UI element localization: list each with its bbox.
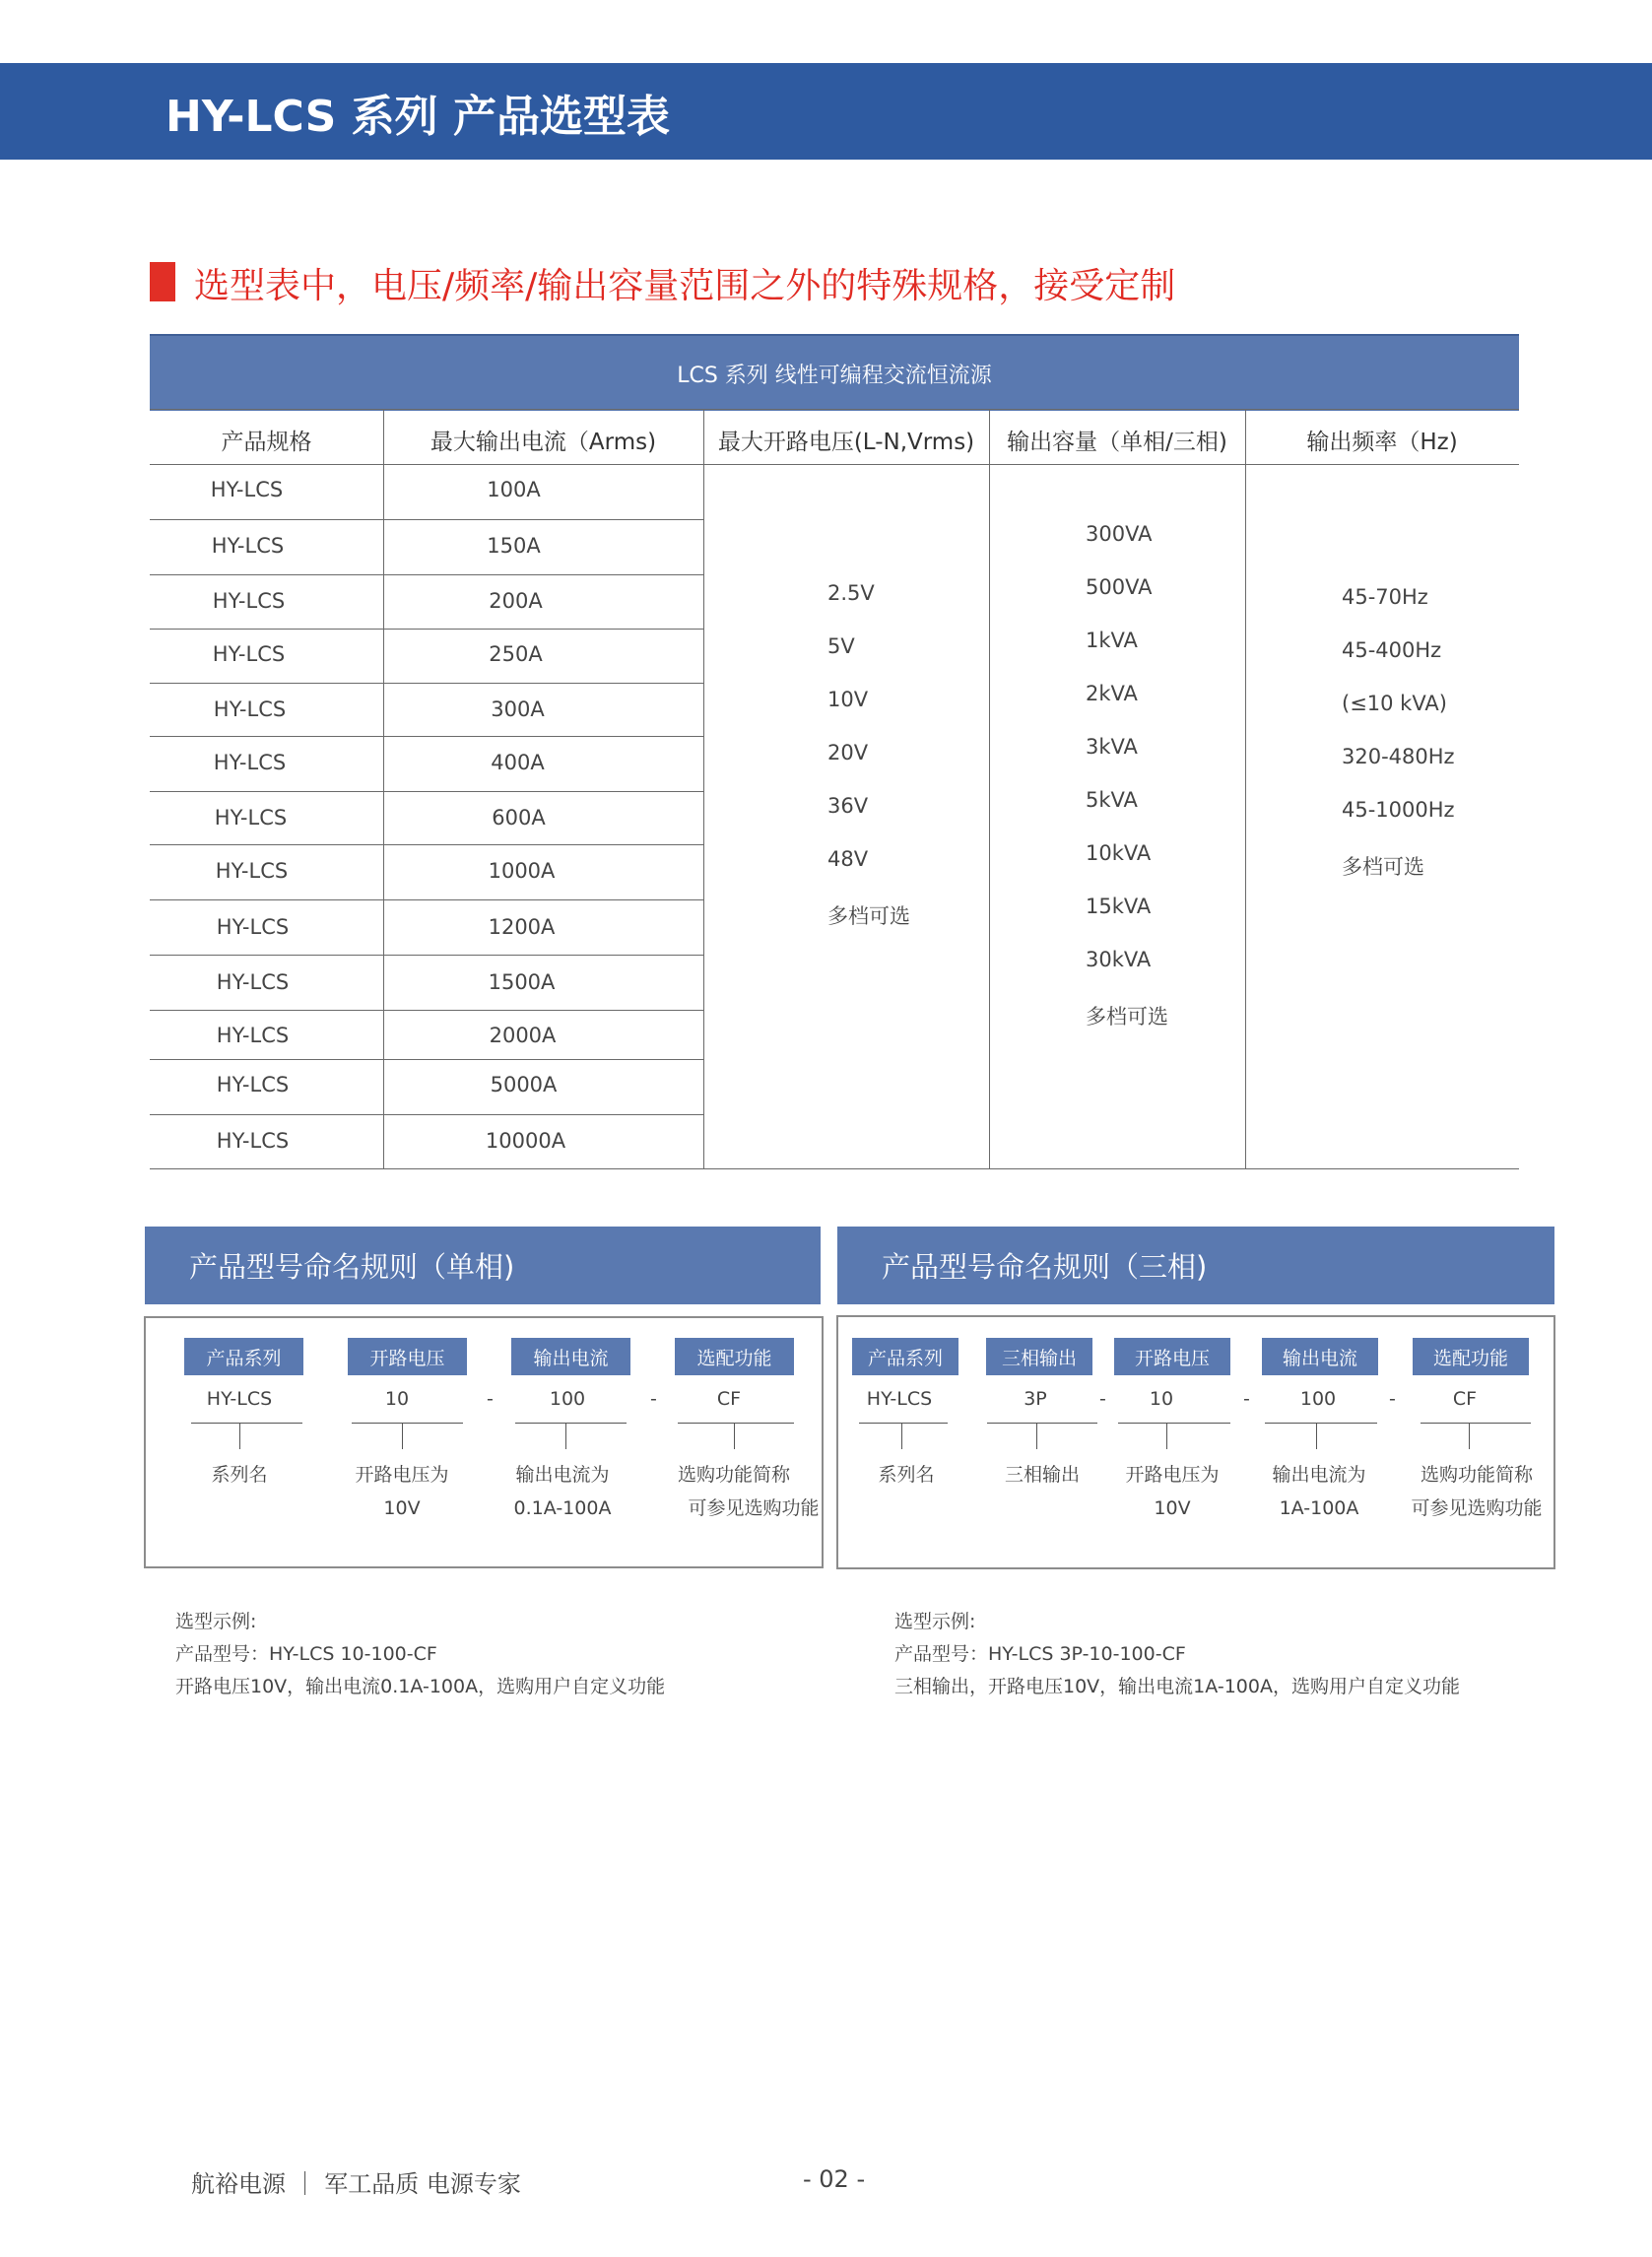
naming-tick [1469,1424,1470,1449]
cell-current: 1200A [488,915,556,939]
row-separator [150,519,703,520]
capacity-item: 1kVA [1086,629,1138,652]
naming-three-tag: 产品系列 [852,1338,958,1375]
voltage-item: 36V [827,794,869,818]
naming-three-desc [1108,1458,1236,1525]
header-capacity: 输出容量（单相/三相) [1007,429,1227,455]
example-line: 产品型号：HY-LCS 10-100-CF [175,1643,437,1665]
cell-model: HY-LCS [216,1024,290,1047]
row-separator [150,791,703,792]
cell-model: HY-LCS [212,642,286,666]
naming-dash: - [650,1388,657,1410]
naming-underline [1265,1423,1377,1424]
capacity-item: 300VA [1086,522,1153,546]
table-line [150,464,1519,465]
cell-model: HY-LCS [215,859,289,883]
row-separator [150,1114,703,1115]
cell-current: 200A [489,589,543,613]
cell-current: 1500A [488,970,556,994]
page-number: - 02 - [803,2165,866,2193]
row-separator [150,899,703,900]
row-separator [150,574,703,575]
frequency-item: (≤10 kVA) [1342,692,1447,715]
voltage-item: 多档可选 [827,904,910,928]
header-current: 最大输出电流（Arms) [430,429,657,455]
naming-single-tag: 产品系列 [184,1338,303,1375]
naming-single-tag: 选配功能 [675,1338,794,1375]
naming-single-code: HY-LCS [206,1388,273,1410]
naming-dash: - [1243,1388,1250,1410]
naming-tick [565,1424,566,1449]
naming-single-desc [498,1458,627,1525]
naming-single-desc [338,1458,466,1525]
cell-current: 100A [487,478,541,501]
voltage-item: 2.5V [827,581,875,605]
naming-tick [734,1424,735,1449]
cell-model: HY-LCS [211,534,285,558]
row-separator [150,955,703,956]
desc-line: 输出电流为 [515,1464,610,1486]
table-line [703,410,704,1168]
desc-line: 选购功能简称 [677,1464,790,1486]
row-separator [150,844,703,845]
naming-three-desc [1403,1458,1551,1525]
example-single [175,1606,665,1703]
frequency-item: 45-70Hz [1342,585,1428,609]
desc-line: 开路电压为 [355,1464,449,1486]
cell-current: 10000A [485,1129,566,1153]
subtitle-marker [150,262,175,301]
page-title: HY-LCS 系列 产品选型表 [165,92,670,142]
naming-single-title: 产品型号命名规则（单相) [145,1227,821,1304]
capacity-item: 2kVA [1086,682,1138,705]
cell-model: HY-LCS [216,1073,290,1096]
naming-three-tag: 三相输出 [986,1338,1092,1375]
cell-current: 150A [487,534,541,558]
naming-three-desc [983,1458,1101,1492]
cell-model: HY-LCS [216,1129,290,1153]
example-three [894,1606,1460,1703]
naming-tick [1036,1424,1037,1449]
cell-model: HY-LCS [214,806,288,830]
naming-underline [352,1423,463,1424]
naming-three-title: 产品型号命名规则（三相) [837,1227,1554,1304]
capacity-item: 15kVA [1086,895,1152,918]
frequency-item: 多档可选 [1342,855,1424,879]
naming-underline [515,1423,627,1424]
naming-single-code: CF [716,1388,742,1410]
desc-line: 10V [1154,1497,1191,1519]
cell-current: 5000A [490,1073,558,1096]
header-model: 产品规格 [221,429,312,455]
frequency-item: 45-1000Hz [1342,798,1455,822]
voltage-item: 20V [827,741,869,764]
subtitle: 选型表中，电压/频率/输出容量范围之外的特殊规格，接受定制 [194,266,1176,306]
voltage-item: 48V [827,847,869,871]
desc-line: 系列名 [211,1464,268,1486]
desc-line: 1A-100A [1279,1497,1359,1519]
naming-dash: - [487,1388,494,1410]
cell-current: 2000A [489,1024,557,1047]
cell-current: 600A [492,806,546,830]
capacity-item: 多档可选 [1086,1005,1168,1029]
naming-three-code: 3P [1024,1388,1047,1410]
naming-tick [1316,1424,1317,1449]
table-line [150,409,1519,410]
cell-current: 1000A [488,859,556,883]
table-line [1245,410,1246,1168]
desc-line: 系列名 [878,1464,935,1486]
naming-single-code: 10 [384,1388,410,1410]
naming-dash: - [1099,1388,1106,1410]
desc-line: 可参见选购功能 [1411,1497,1543,1519]
capacity-item: 30kVA [1086,948,1152,971]
capacity-item: 500VA [1086,575,1153,599]
naming-three-tag: 开路电压 [1114,1338,1230,1375]
cell-current: 400A [491,751,545,774]
naming-single-tag: 开路电压 [348,1338,467,1375]
naming-underline [859,1423,948,1424]
naming-three-code: CF [1452,1388,1478,1410]
cell-model: HY-LCS [212,589,286,613]
desc-line: 输出电流为 [1272,1464,1366,1486]
capacity-item: 3kVA [1086,735,1138,759]
desc-line: 开路电压为 [1125,1464,1220,1486]
cell-current: 250A [489,642,543,666]
table-caption: LCS 系列 线性可编程交流恒流源 [150,334,1519,411]
desc-line: 可参见选购功能 [688,1497,820,1519]
frequency-item: 320-480Hz [1342,745,1455,768]
naming-tick [402,1424,403,1449]
naming-single-code: 100 [549,1388,586,1410]
naming-single-tag: 输出电流 [511,1338,630,1375]
desc-line: 0.1A-100A [513,1497,612,1519]
row-separator [150,683,703,684]
cell-model: HY-LCS [210,478,284,501]
naming-tick [239,1424,240,1449]
footer-brand: 航裕电源 ｜ 军工品质 电源专家 [191,2170,521,2198]
row-separator [150,736,703,737]
naming-single-desc [662,1458,820,1525]
row-separator [150,1010,703,1011]
cell-model: HY-LCS [216,970,290,994]
cell-model: HY-LCS [213,751,287,774]
header-frequency: 输出频率（Hz) [1306,429,1458,455]
header-voltage: 最大开路电压(L-N,Vrms) [717,429,975,455]
naming-three-tag: 输出电流 [1262,1338,1378,1375]
cell-model: HY-LCS [216,915,290,939]
naming-underline [678,1423,794,1424]
naming-underline [1421,1423,1531,1424]
example-line: 选型示例: [175,1611,257,1632]
naming-three-tag: 选配功能 [1413,1338,1529,1375]
row-separator [150,1059,703,1060]
cell-model: HY-LCS [213,697,287,721]
naming-three-code: HY-LCS [866,1388,933,1410]
frequency-item: 45-400Hz [1342,638,1442,662]
capacity-item: 10kVA [1086,841,1152,865]
example-line: 选型示例: [894,1611,976,1632]
naming-tick [901,1424,902,1449]
example-line: 三相输出，开路电压10V，输出电流1A-100A，选购用户自定义功能 [894,1676,1460,1697]
voltage-item: 10V [827,688,869,711]
naming-underline [1118,1423,1230,1424]
naming-single-desc [175,1458,303,1492]
capacity-item: 5kVA [1086,788,1138,812]
naming-three-desc [1255,1458,1383,1525]
table-line [989,410,990,1168]
desc-line: 三相输出 [1004,1464,1080,1486]
row-separator [150,629,703,630]
naming-three-code: 100 [1299,1388,1337,1410]
naming-tick [1166,1424,1167,1449]
cell-current: 300A [491,697,545,721]
naming-underline [191,1423,302,1424]
desc-line: 选购功能简称 [1420,1464,1533,1486]
example-line: 开路电压10V，输出电流0.1A-100A，选购用户自定义功能 [175,1676,666,1697]
naming-dash: - [1389,1388,1396,1410]
voltage-item: 5V [827,634,855,658]
example-line: 产品型号：HY-LCS 3P-10-100-CF [894,1643,1186,1665]
desc-line: 10V [383,1497,421,1519]
naming-underline [987,1423,1097,1424]
table-line [150,1168,1519,1169]
naming-three-desc [847,1458,965,1492]
naming-three-code: 10 [1149,1388,1174,1410]
